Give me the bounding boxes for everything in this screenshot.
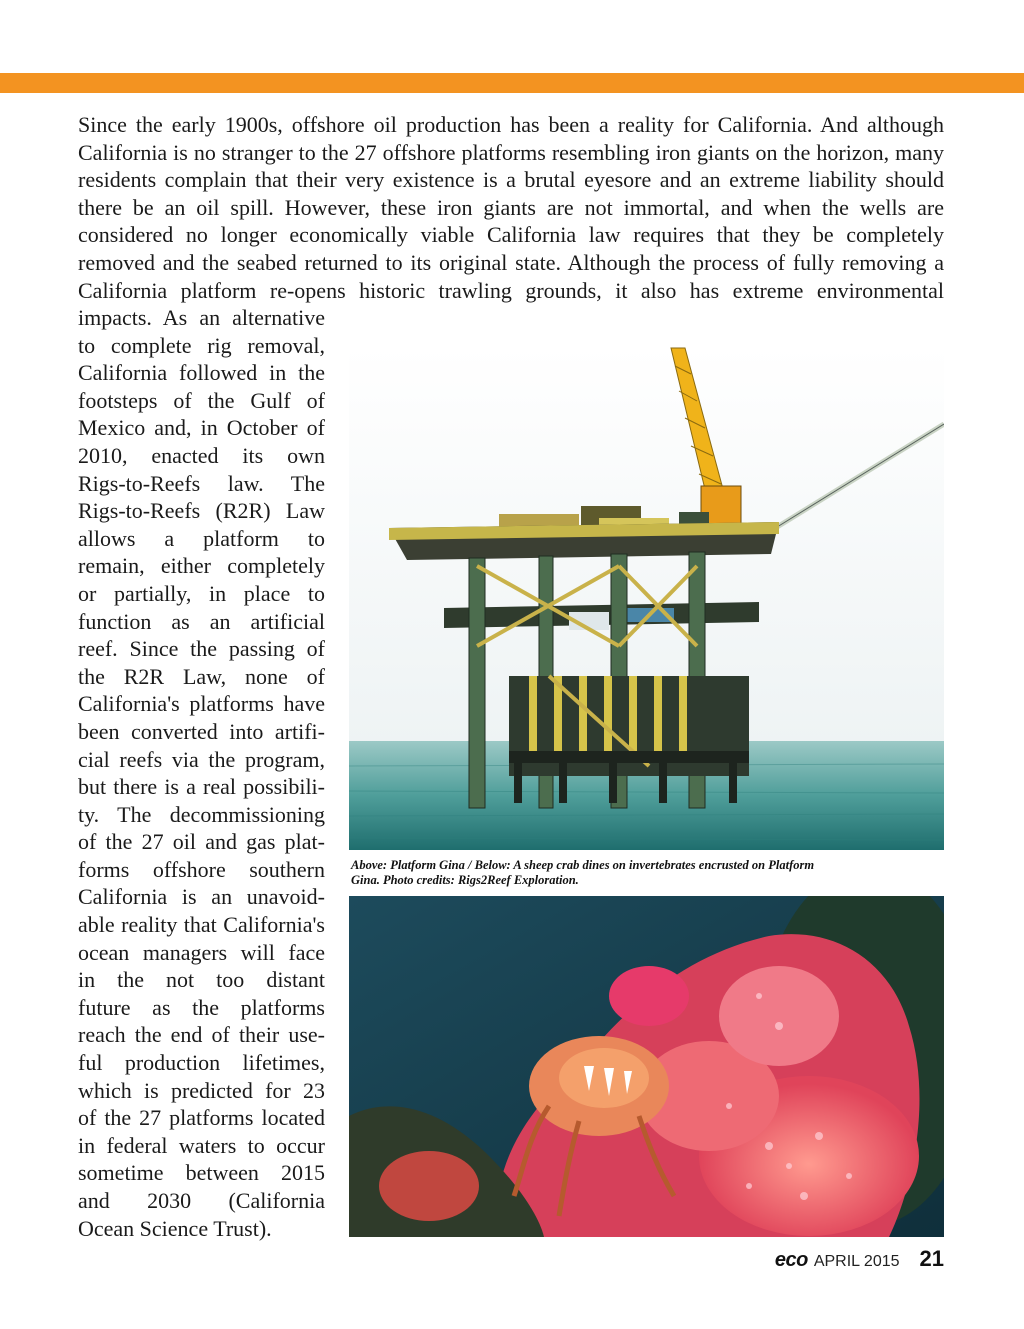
text-line: removed and the seabed returned to its original state. Although the process of fully removing a xyxy=(78,249,944,275)
text-line: Mexico and, in October of xyxy=(78,415,325,441)
text-line: ocean managers will face xyxy=(78,939,325,965)
text-line: California is an unavoid- xyxy=(78,884,325,910)
text-line: forms offshore southern xyxy=(78,856,325,882)
text-line: remain, either completely xyxy=(78,553,325,579)
caption-line: Gina. Photo credits: Rigs2Reef Exploration. xyxy=(351,873,579,887)
issue-date: APRIL 2015 xyxy=(813,1253,900,1270)
text-line: the R2R Law, none of xyxy=(78,663,325,689)
text-line: considered no longer economically viable California law requires that they be completely xyxy=(78,222,944,248)
text-line: been converted into artifi- xyxy=(78,718,325,744)
text-line: ful production lifetimes, xyxy=(78,1050,325,1076)
text-line: Since the early 1900s, offshore oil production has been a reality for California. And although xyxy=(78,112,944,137)
text-line: allows a platform to xyxy=(78,525,325,551)
header-accent-bar xyxy=(0,73,1024,93)
text-line: future as the platforms xyxy=(78,994,325,1020)
text-line: sometime between 2015 xyxy=(78,1160,325,1186)
text-line: in federal waters to occur xyxy=(78,1132,325,1158)
text-line: of the 27 platforms located xyxy=(78,1105,325,1131)
text-line: 2010, enacted its own xyxy=(78,442,325,468)
crab-reef-photo xyxy=(349,896,944,1237)
page-number: 21 xyxy=(919,1246,944,1271)
magazine-brand: eco xyxy=(774,1249,808,1271)
text-line: function as an artificial xyxy=(78,608,325,634)
text-line: California followed in the xyxy=(78,360,325,386)
text-line: able reality that California's xyxy=(78,912,325,938)
text-line: many residents complain that their very existence is a brutal eyesore and an extreme liability xyxy=(78,139,945,193)
caption-line: Above: Platform Gina / Below: A sheep crab dines on invertebrates encrusted on Platform xyxy=(351,858,815,872)
text-line: reef. Since the passing of xyxy=(78,636,325,662)
text-line: Rigs-to-Reefs (R2R) Law xyxy=(78,498,325,524)
text-line: should there be an oil spill. However, these iron giants are not immortal, and when the wells are xyxy=(78,167,945,220)
text-line: and 2030 (California xyxy=(78,1188,325,1213)
text-line: or partially, in place to xyxy=(78,580,325,606)
text-line: which is predicted for 23 xyxy=(78,1077,325,1103)
photo-caption xyxy=(351,858,941,888)
text-line: ty. The decommissioning xyxy=(78,801,325,827)
intro-paragraph xyxy=(78,111,944,304)
text-line: cial reefs via the program, xyxy=(78,746,325,772)
page-footer xyxy=(775,1246,944,1272)
text-line: California's platforms have xyxy=(78,691,325,717)
text-line: to complete rig removal, xyxy=(78,332,325,358)
text-line: Ocean Science Trust). xyxy=(78,1215,272,1241)
text-line: but there is a real possibili- xyxy=(78,774,325,800)
text-line: footsteps of the Gulf of xyxy=(78,387,325,413)
text-line: impacts. As an alternative xyxy=(78,305,325,330)
text-line: California platform re-opens historic trawling grounds, it also has extreme environmental xyxy=(78,277,944,303)
text-line: Rigs-to-Reefs law. The xyxy=(78,470,325,496)
platform-photo xyxy=(349,346,944,850)
text-line: California is no stranger to the 27 offshore platforms resembling iron giants on the horizon, xyxy=(78,139,890,165)
text-line: in the not too distant xyxy=(78,967,325,993)
text-line: of the 27 oil and gas plat- xyxy=(78,829,325,855)
left-column-text xyxy=(78,304,325,1242)
text-line: reach the end of their use- xyxy=(78,1022,325,1048)
